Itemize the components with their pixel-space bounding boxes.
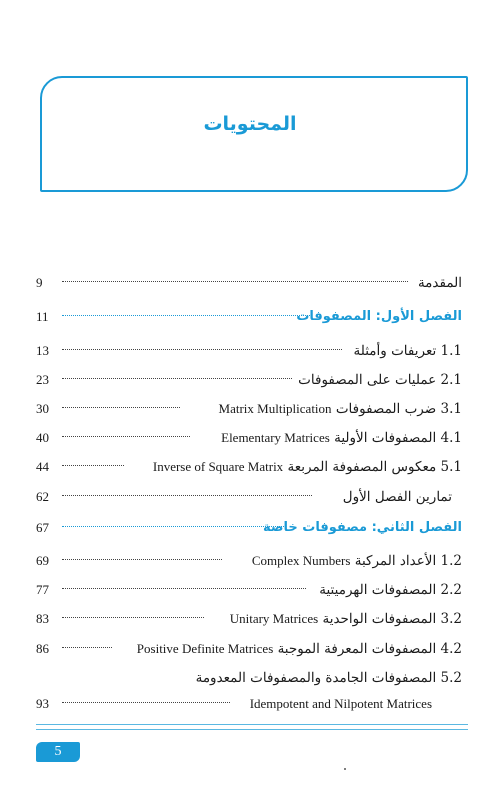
toc-entry-3-1[interactable] <box>36 398 462 420</box>
toc-entry-chapter-2[interactable] <box>36 517 462 539</box>
entry-label: 3.1 ضرب المصفوفات Matrix Multiplication <box>218 401 462 417</box>
chapter-heading: الفصل الأول: المصفوفات <box>296 309 462 324</box>
page-number: 62 <box>36 489 49 504</box>
entry-label: 4.2 المصفوفات المعرفة الموجبة Positive Definite Matrices <box>136 641 462 657</box>
dot-leader <box>62 465 124 466</box>
page-number: 83 <box>36 611 49 626</box>
page-number: 69 <box>36 553 49 568</box>
page-number: 77 <box>36 582 49 597</box>
entry-label: 1.1 تعريفات وأمثلة <box>353 343 462 359</box>
dot-leader <box>62 559 222 560</box>
toc-entry-chapter-1[interactable] <box>36 306 462 328</box>
dot-leader <box>62 647 112 648</box>
entry-label: 4.1 المصفوفات الأولية Elementary Matrices <box>221 430 462 446</box>
dot-leader <box>62 702 230 703</box>
entry-label: 5.1 معكوس المصفوفة المربعة Inverse of Square Matrix <box>152 459 462 475</box>
dot-leader <box>62 281 408 282</box>
page-number: 67 <box>36 520 49 535</box>
dot-leader <box>62 407 180 408</box>
dot-leader <box>62 495 312 496</box>
entry-label: 3.2 المصفوفات الواحدية Unitary Matrices <box>229 611 462 627</box>
entry-label: 1.2 الأعداد المركبة Complex Numbers <box>251 553 462 569</box>
entry-label: 2.1 عمليات على المصفوفات <box>298 372 462 388</box>
toc-entry-exercises-1[interactable] <box>36 486 462 508</box>
toc-entry-introduction[interactable] <box>36 272 462 294</box>
page-number: 9 <box>36 275 43 290</box>
page-number-badge: 5 <box>36 742 80 762</box>
page-number: 11 <box>36 309 49 324</box>
toc-entry-4-2[interactable] <box>36 638 462 660</box>
toc-entry-4-1[interactable] <box>36 427 462 449</box>
entry-label: 2.2 المصفوفات الهرميتية <box>319 582 462 598</box>
page-number: 23 <box>36 372 49 387</box>
entry-label-english: Idempotent and Nilpotent Matrices <box>249 696 432 711</box>
print-speck <box>344 768 346 770</box>
page-number: 40 <box>36 430 49 445</box>
toc-entry-5-1[interactable] <box>36 456 462 478</box>
dot-leader <box>62 436 190 437</box>
entry-label: 5.2 المصفوفات الجامدة والمصفوفات المعدومة <box>195 670 462 686</box>
page-number: 44 <box>36 459 49 474</box>
footer-rule <box>36 724 468 725</box>
dot-leader <box>62 315 312 316</box>
entry-label: المقدمة <box>417 275 462 291</box>
page-title: المحتويات <box>203 113 297 135</box>
toc-entry-3-2[interactable] <box>36 608 462 630</box>
toc-entry-1-2[interactable] <box>36 550 462 572</box>
toc-entry-5-2-continued <box>36 693 462 715</box>
page-number: 30 <box>36 401 49 416</box>
dot-leader <box>62 588 306 589</box>
toc-entry-1-1[interactable] <box>36 340 462 362</box>
toc-entry-2-1[interactable] <box>36 369 462 391</box>
toc-entry-2-2[interactable] <box>36 579 462 601</box>
page-number: 86 <box>36 641 49 656</box>
chapter-heading: الفصل الثاني: مصفوفات خاصة <box>263 520 462 535</box>
dot-leader <box>62 349 342 350</box>
dot-leader <box>62 378 292 379</box>
page-number: 13 <box>36 343 49 358</box>
page-number: 93 <box>36 696 49 711</box>
entry-label: تمارين الفصل الأول <box>342 489 452 505</box>
dot-leader <box>62 526 286 527</box>
footer-rule-thin <box>36 729 468 730</box>
dot-leader <box>62 617 204 618</box>
